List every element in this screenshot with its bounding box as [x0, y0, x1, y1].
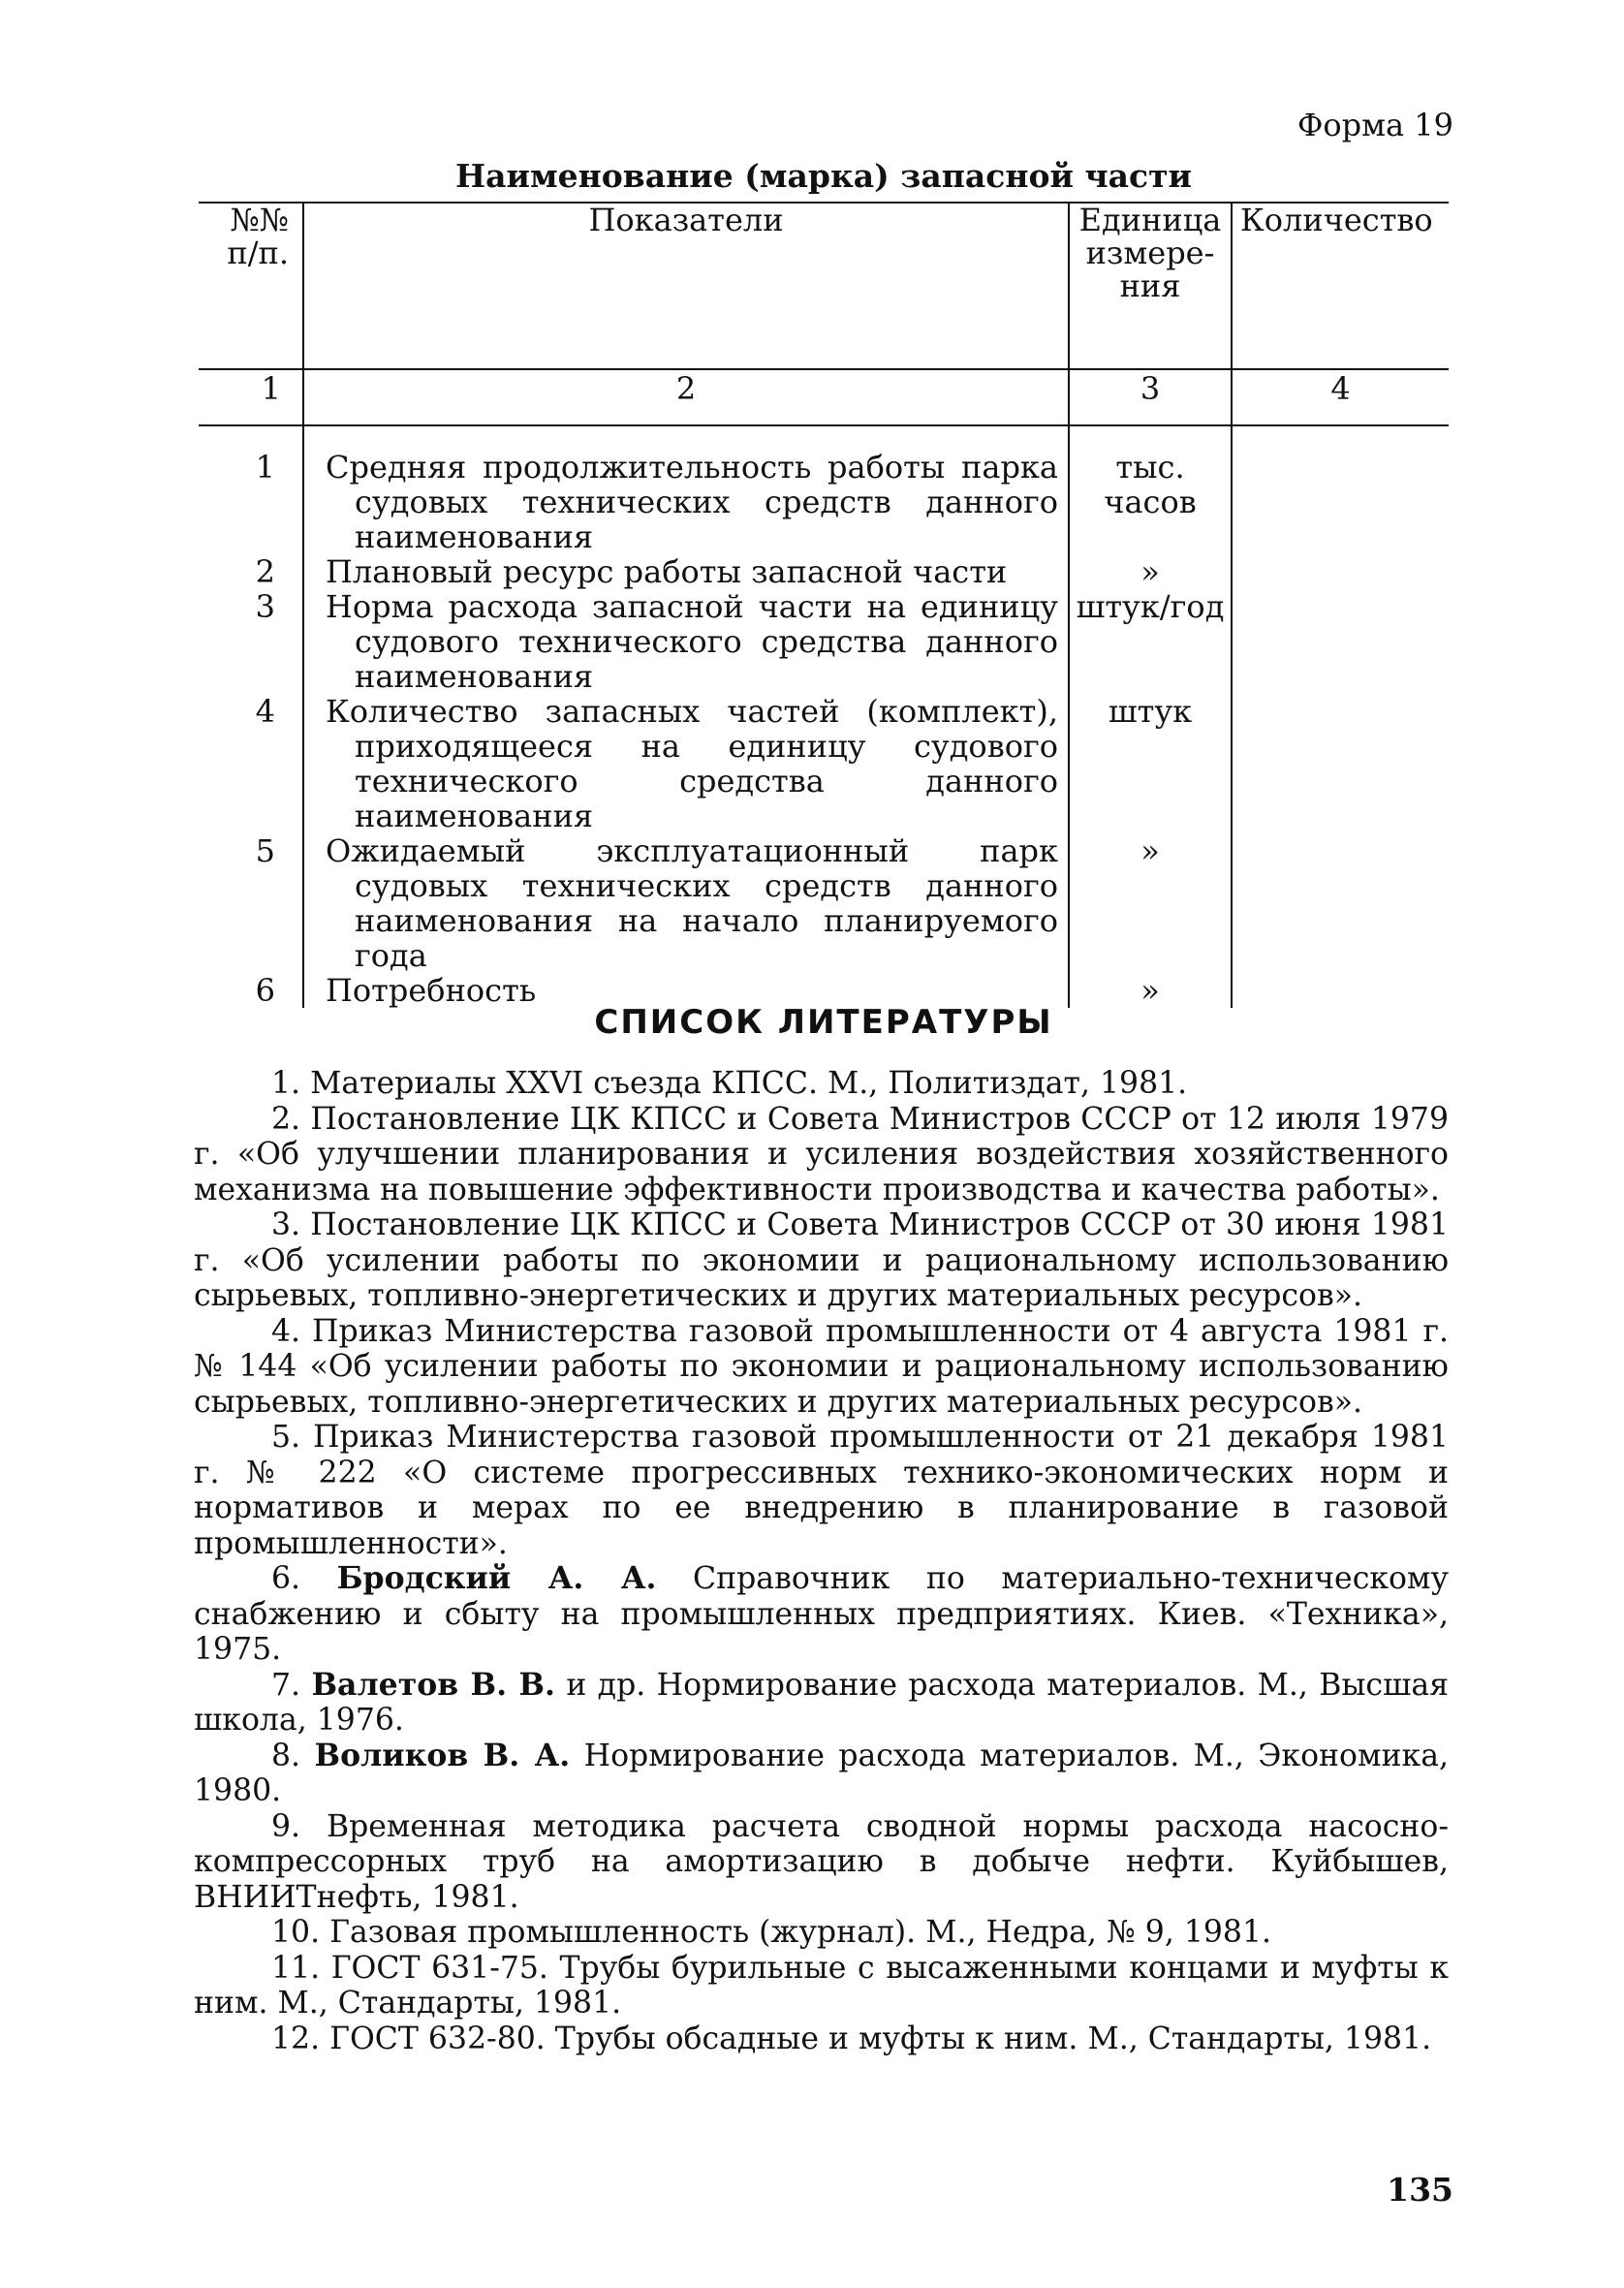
list-item — [194, 1420, 1449, 1561]
header-indicators: Показатели — [303, 203, 1069, 369]
row-unit: » — [1069, 973, 1232, 1008]
list-item — [194, 1739, 1449, 1809]
row-unit: штук — [1069, 694, 1232, 833]
list-item — [194, 2022, 1449, 2057]
row-quantity — [1232, 589, 1449, 694]
column-number: 2 — [303, 369, 1069, 425]
ref-number: 3. — [271, 1207, 301, 1242]
ref-text: Приказ Министерства газовой промышленности от 4 августа 1981 г. № 144 «Об усилении работы по экономии и рациональному использованию сырьевых, топливно-энергетических и других материальных ресурсов». — [194, 1313, 1449, 1420]
row-unit: штук/год — [1069, 589, 1232, 694]
ref-text: Нормирование расхода материалов. М., Экономика, 1980. — [194, 1738, 1449, 1808]
column-number: 1 — [199, 369, 303, 425]
row-indicator: Потребность — [326, 972, 537, 1009]
row-unit: » — [1069, 554, 1232, 589]
ref-text: и др. Нормирование расхода материалов. М., Высшая школа, 1976. — [194, 1667, 1450, 1738]
ref-text: Постановление ЦК КПСС и Совета Министров СССР от 12 июля 1979 г. «Об улучшении планирования и усиления воздействия хозяйственного механизма на повышение эффективности производства и качества работы». — [194, 1101, 1450, 1207]
ref-text: Временная методика расчета сводной нормы расхода насосно-компрессорных труб на амортизацию в добыче нефти. Куйбышев, ВНИИТнефть, 1981. — [194, 1808, 1449, 1915]
row-quantity — [1232, 833, 1449, 973]
ref-number: 2. — [271, 1101, 301, 1137]
row-indicator: Средняя продолжительность работы парка судовых технических средств данного наименования — [326, 449, 1058, 555]
table-row — [199, 589, 1449, 694]
list-item — [194, 1668, 1449, 1739]
column-number-row — [199, 369, 1449, 425]
list-item — [194, 1207, 1449, 1314]
ref-number: 9. — [271, 1808, 301, 1844]
ref-text: ГОСТ 631-75. Трубы бурильные с высаженными концами и муфты к ним. М., Стандарты, 1981. — [194, 1950, 1450, 2021]
ref-number: 11. — [271, 1950, 321, 1986]
row-quantity — [1232, 694, 1449, 833]
literature-title: СПИСОК ЛИТЕРАТУРЫ — [594, 1003, 1053, 1042]
row-quantity — [1232, 554, 1449, 589]
ref-text: Приказ Министерства газовой промышленности от 21 декабря 1981 г. № 222 «О системе прогрессивных технико-экономических норм и нормативов и мерах по ее внедрению в планирование в газовой промышленности». — [194, 1420, 1450, 1561]
row-num: 3 — [255, 588, 275, 625]
row-num: 2 — [255, 553, 275, 590]
ref-number: 8. — [271, 1738, 301, 1773]
list-item — [194, 1066, 1449, 1102]
list-item — [194, 1561, 1449, 1668]
table-row — [199, 694, 1449, 833]
row-num: 1 — [255, 449, 275, 486]
ref-author: Валетов В. В. — [311, 1666, 555, 1703]
row-unit: » — [1069, 833, 1232, 973]
ref-number: 7. — [271, 1667, 301, 1703]
ref-text: ГОСТ 632-80. Трубы обсадные и муфты к ним. М., Стандарты, 1981. — [329, 2021, 1432, 2056]
ref-number: 6. — [271, 1561, 301, 1596]
list-item — [194, 1951, 1449, 2022]
row-num: 4 — [255, 693, 275, 730]
ref-author: Бродский А. А. — [336, 1560, 657, 1596]
ref-text: Справочник по материально-техническому снабжению и сбыту на промышленных предприятиях. Киев. «Техника», 1975. — [194, 1561, 1450, 1667]
ref-number: 4. — [271, 1313, 301, 1349]
ref-number: 10. — [271, 1915, 321, 1950]
header-quantity: Количество — [1232, 203, 1449, 369]
row-quantity — [1232, 450, 1449, 554]
literature-list — [194, 1066, 1449, 2056]
table-header-row — [199, 203, 1449, 369]
row-indicator: Плановый ресурс работы запасной части — [326, 553, 1008, 590]
spare-part-table — [199, 202, 1449, 1008]
row-indicator: Количество запасных частей (комплект), приходящееся на единицу судового технического средства данного наименования — [326, 693, 1058, 834]
list-item — [194, 1314, 1449, 1421]
ref-number: 1. — [271, 1066, 301, 1101]
table-title: Наименование (марка) запасной части — [454, 157, 1193, 195]
page-number: 135 — [1387, 2171, 1453, 2209]
ref-number: 12. — [271, 2021, 321, 2056]
column-number: 3 — [1069, 369, 1232, 425]
row-num: 5 — [255, 832, 275, 869]
table-row — [199, 450, 1449, 554]
row-unit: тыс. часов — [1069, 450, 1232, 554]
table-row — [199, 833, 1449, 973]
row-indicator: Норма расхода запасной части на единицу судового технического средства данного наименования — [326, 588, 1058, 695]
header-num: №№ п/п. — [199, 203, 303, 369]
column-number: 4 — [1232, 369, 1449, 425]
list-item — [194, 1809, 1449, 1916]
ref-author: Воликов В. А. — [314, 1737, 571, 1773]
row-num: 6 — [255, 972, 275, 1009]
table-row — [199, 554, 1449, 589]
header-unit: Единица измере- ния — [1069, 203, 1232, 369]
form-label: Форма 19 — [1296, 107, 1453, 143]
ref-text: Постановление ЦК КПСС и Совета Министров СССР от 30 июня 1981 г. «Об усилении работы по экономии и рациональному использованию сырьевых, топливно-энергетических и других материальных ресурсов». — [194, 1207, 1449, 1313]
ref-number: 5. — [271, 1420, 301, 1455]
list-item — [194, 1102, 1449, 1208]
list-item — [194, 1915, 1449, 1951]
row-indicator: Ожидаемый эксплуатационный парк судовых технических средств данного наименования на начало планируемого года — [326, 832, 1058, 974]
ref-text: Газовая промышленность (журнал). М., Недра, № 9, 1981. — [329, 1915, 1272, 1950]
ref-text: Материалы XXVI съезда КПСС. М., Политиздат, 1981. — [310, 1066, 1188, 1101]
